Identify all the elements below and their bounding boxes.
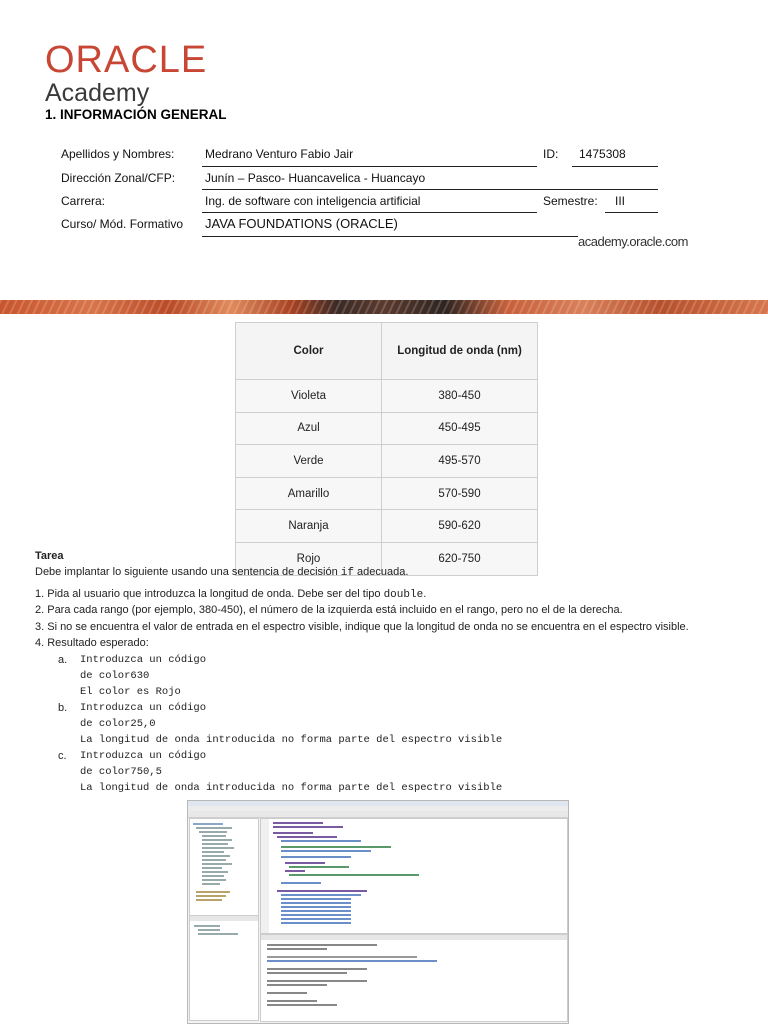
table-row <box>236 445 538 478</box>
table-header-cell: Color <box>236 323 382 380</box>
example-c-line: Introduzca un código <box>80 750 207 762</box>
intro-text-end: adecuada. <box>353 566 409 578</box>
decorative-banner-texture <box>0 300 768 314</box>
zonal-underline <box>202 189 658 190</box>
table-row <box>236 477 538 510</box>
ide-package-explorer <box>189 818 259 916</box>
table-header-cell: Longitud de onda (nm) <box>382 323 538 380</box>
example-a-letter: a. <box>58 654 68 666</box>
step-4: 4. Resultado esperado: <box>35 637 149 649</box>
intro-code: if <box>340 567 354 579</box>
intro-text: Debe implantar lo siguiente usando una sentencia de decisión <box>35 566 341 578</box>
course-underline <box>202 236 578 237</box>
step-2: 2. Para cada rango (por ejemplo, 380-450), el número de la izquierda está incluido en el rango, pero no el de la derecha. <box>35 604 623 616</box>
example-a-line: El color es Rojo <box>80 686 181 698</box>
course-value: JAVA FOUNDATIONS (ORACLE) <box>205 216 398 231</box>
example-b-line: Introduzca un código <box>80 702 207 714</box>
example-b-letter: b. <box>58 702 68 714</box>
example-c-letter: c. <box>58 750 67 762</box>
table-cell: Amarillo <box>236 477 382 510</box>
ide-screenshot <box>187 800 569 1024</box>
table-cell: Naranja <box>236 510 382 543</box>
semester-value: III <box>615 194 626 208</box>
id-value: 1475308 <box>579 147 626 161</box>
name-label: Apellidos y Nombres: <box>61 147 175 161</box>
zonal-label: Dirección Zonal/CFP: <box>61 171 176 185</box>
wavelength-table <box>235 322 538 576</box>
example-b-line: La longitud de onda introducida no forma parte del espectro visible <box>80 734 503 746</box>
semester-label: Semestre: <box>543 194 598 208</box>
ide-navigator <box>189 915 259 1021</box>
career-underline <box>202 212 537 213</box>
table-cell: Rojo <box>236 542 382 575</box>
table-header-row <box>236 323 538 380</box>
table-row <box>236 412 538 445</box>
name-underline <box>202 166 537 167</box>
career-label: Carrera: <box>61 194 106 208</box>
ide-code-editor <box>260 818 568 934</box>
table-row <box>236 510 538 543</box>
step-1-text: 1. Pida al usuario que introduzca la longitud de onda. Debe ser del tipo <box>35 588 384 600</box>
table-cell: 450-495 <box>382 412 538 445</box>
academy-logo-text: Academy <box>45 79 150 107</box>
step-1 <box>35 588 426 601</box>
site-url: academy.oracle.com <box>578 234 688 249</box>
step-1-code: double <box>383 589 424 601</box>
table-cell: 590-620 <box>382 510 538 543</box>
name-value: Medrano Venturo Fabio Jair <box>205 147 354 161</box>
step-3: 3. Si no se encuentra el valor de entrada en el espectro visible, indique que la longitud de onda no se encuentra en el espectro visible. <box>35 621 689 633</box>
zonal-value: Junín – Pasco- Huancavelica - Huancayo <box>205 171 426 185</box>
career-value: Ing. de software con inteligencia artificial <box>205 194 421 208</box>
course-label: Curso/ Mód. Formativo <box>61 217 184 231</box>
id-underline <box>572 166 658 167</box>
example-b-line: de color25,0 <box>80 718 156 730</box>
table-cell: Azul <box>236 412 382 445</box>
tarea-intro <box>35 566 408 579</box>
table-cell: Verde <box>236 445 382 478</box>
table-cell: 570-590 <box>382 477 538 510</box>
table-cell: 620-750 <box>382 542 538 575</box>
table-cell: Violeta <box>236 380 382 413</box>
table-row <box>236 380 538 413</box>
section-title: 1. INFORMACIÓN GENERAL <box>45 107 227 122</box>
ide-console <box>260 934 568 1022</box>
table-cell: 495-570 <box>382 445 538 478</box>
example-a-line: de color630 <box>80 670 150 682</box>
step-1-end: . <box>423 588 427 600</box>
example-c-line: de color750,5 <box>80 766 162 778</box>
oracle-logo: ORACLE <box>45 39 208 81</box>
id-label: ID: <box>543 147 559 161</box>
example-a-line: Introduzca un código <box>80 654 207 666</box>
tarea-title: Tarea <box>35 550 64 562</box>
example-c-line: La longitud de onda introducida no forma parte del espectro visible <box>80 782 503 794</box>
semester-underline <box>605 212 658 213</box>
ide-editor-gutter <box>261 819 269 933</box>
ide-toolbar <box>188 811 568 818</box>
table-cell: 380-450 <box>382 380 538 413</box>
